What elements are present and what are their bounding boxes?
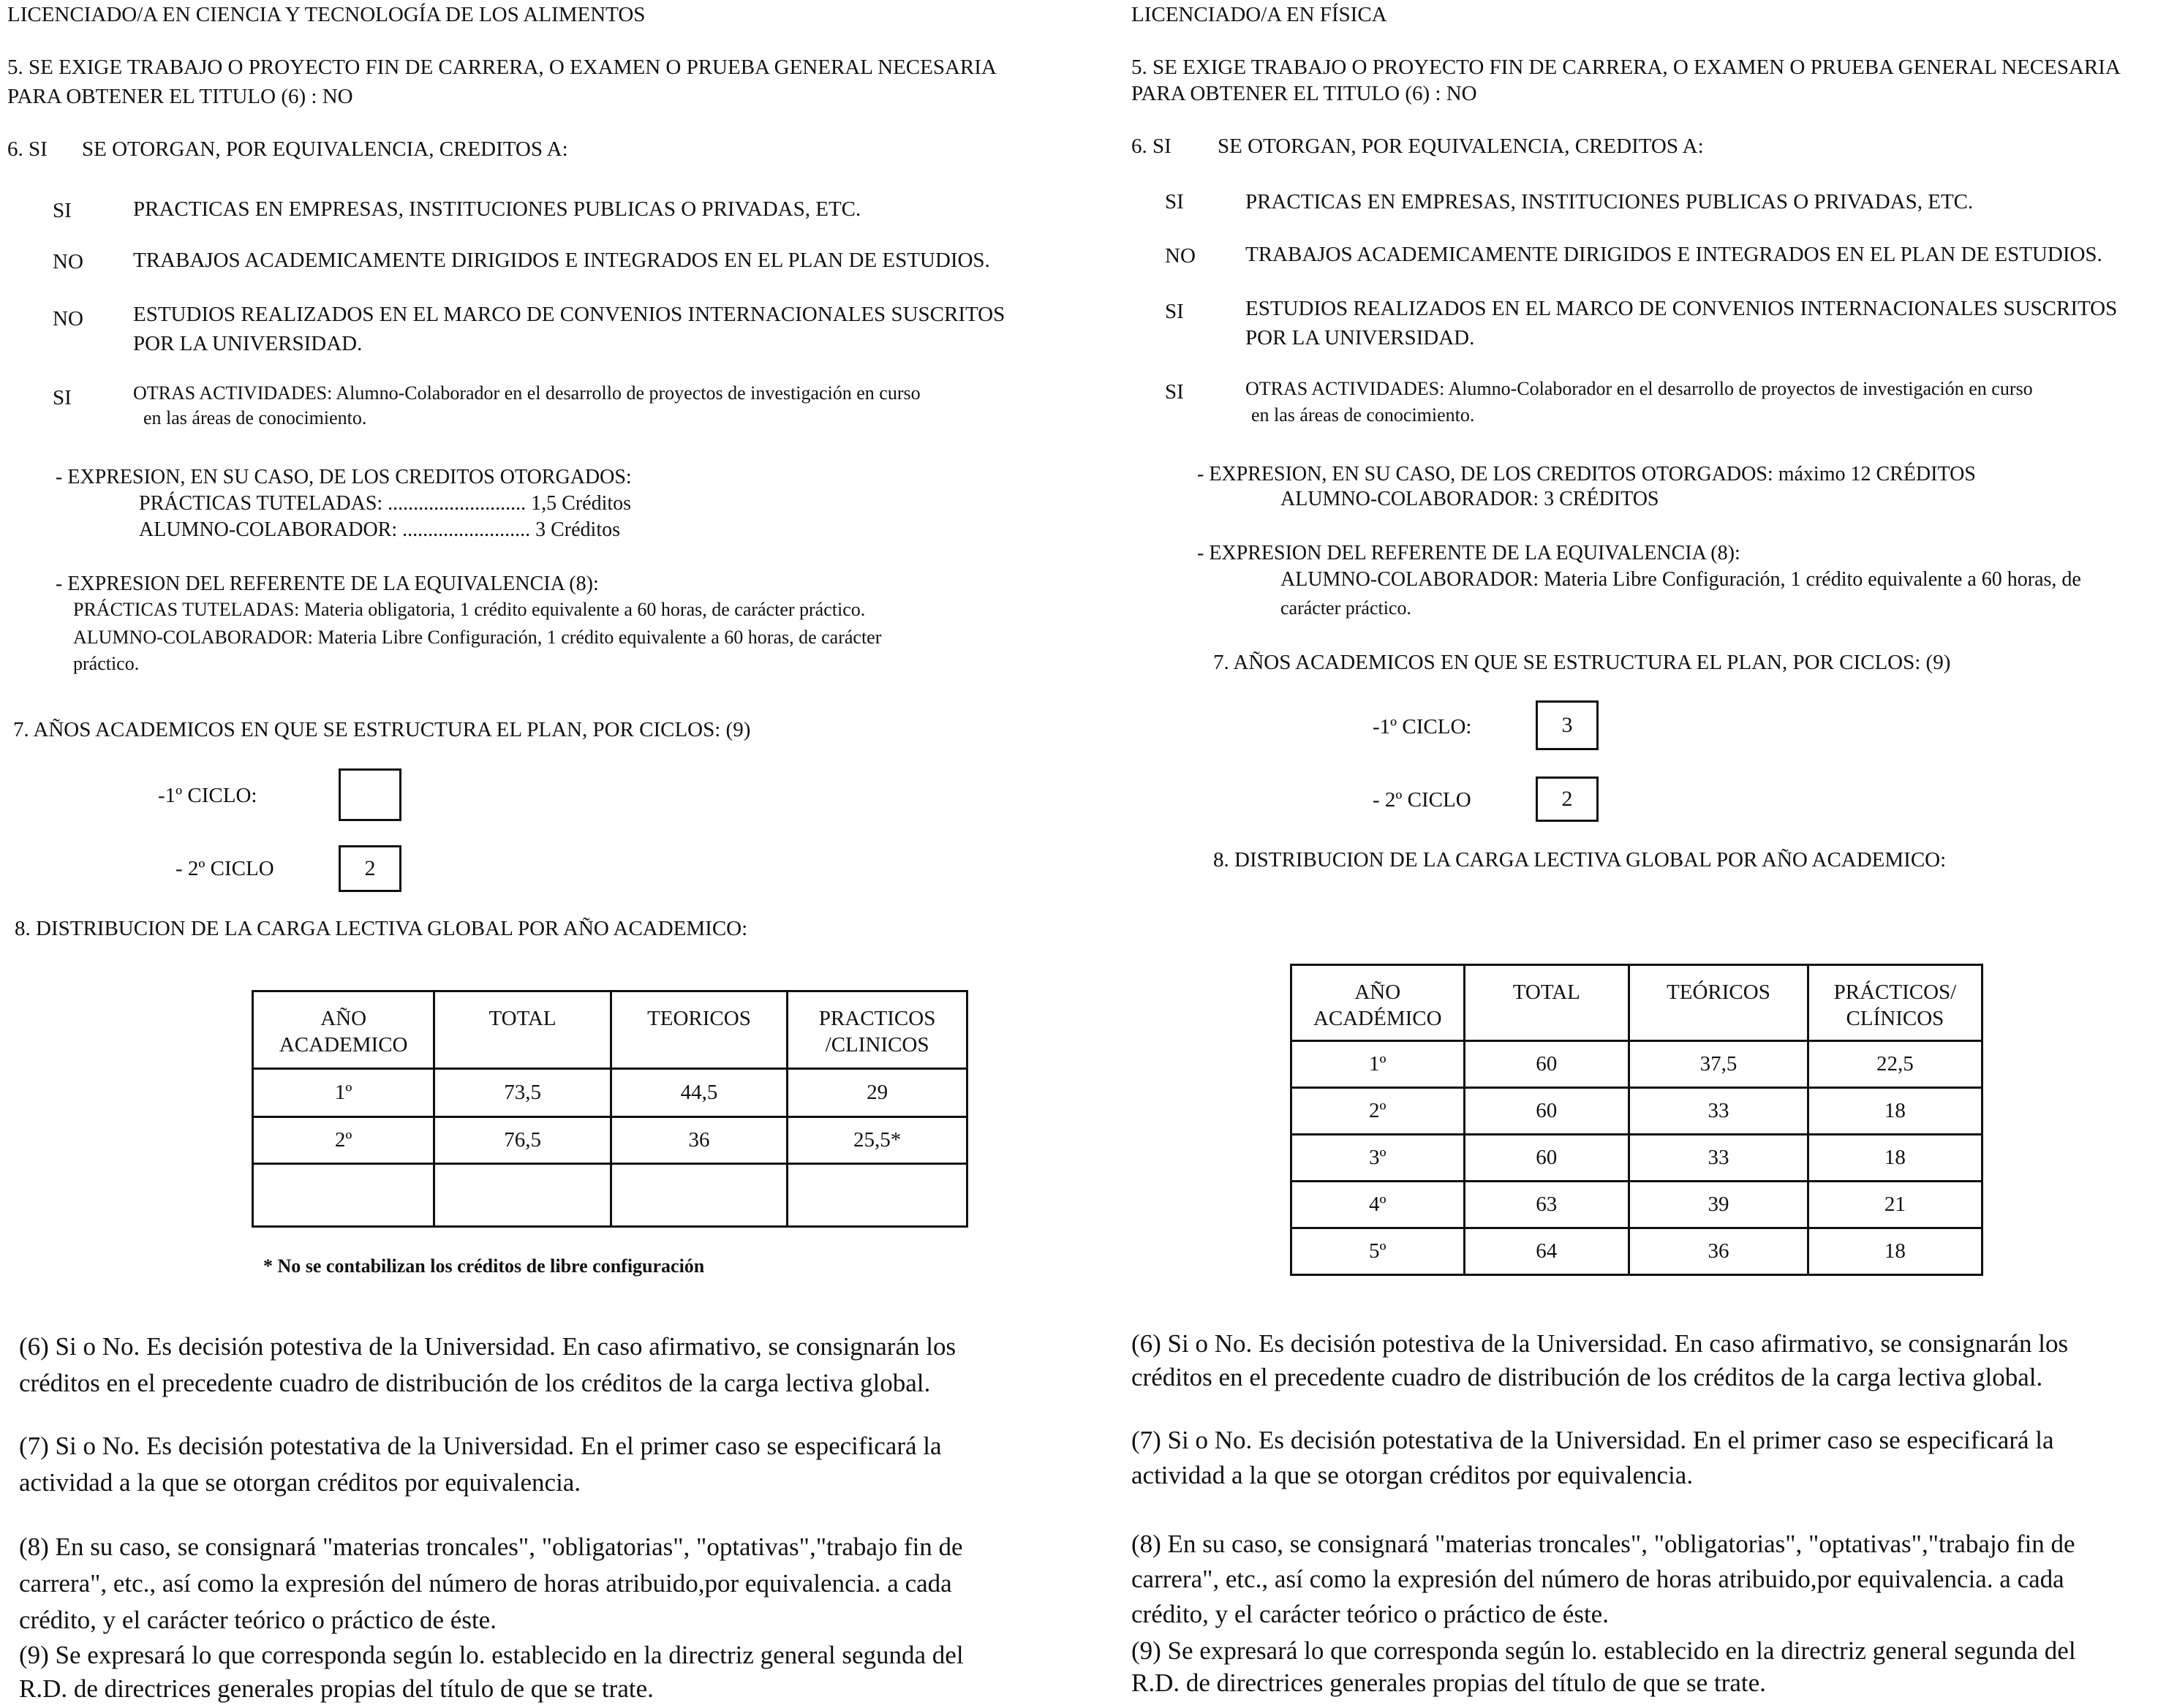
table-row bbox=[253, 1117, 967, 1164]
item-text: ESTUDIOS REALIZADOS EN EL MARCO DE CONVENIOS INTERNACIONALES SUSCRITOS bbox=[133, 303, 1006, 326]
header-label: AÑO ACADÉMICO bbox=[1313, 980, 1442, 1030]
q5-line2: PARA OBTENER EL TITULO (6) : NO bbox=[7, 85, 353, 108]
item-text-cont: en las áreas de conocimiento. bbox=[1251, 404, 1475, 426]
degree-title: LICENCIADO/A EN FÍSICA bbox=[1131, 3, 1387, 26]
q5-line1: 5. SE EXIGE TRABAJO O PROYECTO FIN DE CARRERA, O EXAMEN O PRUEBA GENERAL NECESARIA bbox=[7, 56, 997, 79]
q6-prefix: 6. SI bbox=[1131, 135, 1171, 158]
q8-title: 8. DISTRIBUCION DE LA CARGA LECTIVA GLOBAL POR AÑO ACADEMICO: bbox=[1213, 848, 1947, 872]
item-code: SI bbox=[1165, 380, 1184, 404]
table-cell: 22,5 bbox=[1808, 1041, 1982, 1088]
header-label: PRACTICOS /CLINICOS bbox=[818, 1007, 936, 1057]
q6-text: SE OTORGAN, POR EQUIVALENCIA, CREDITOS A: bbox=[1218, 135, 1704, 158]
reference-line: práctico. bbox=[73, 653, 140, 674]
table-cell: 36 bbox=[611, 1117, 787, 1164]
header-label: TOTAL bbox=[1512, 980, 1580, 1004]
table-cell: 4º bbox=[1291, 1182, 1465, 1228]
note-7-cont: actividad a la que se otorgan créditos por equivalencia. bbox=[19, 1468, 581, 1497]
table-row bbox=[1291, 1088, 1982, 1135]
table-cell: 18 bbox=[1808, 1228, 1982, 1275]
table-cell: 60 bbox=[1464, 1135, 1629, 1182]
table-cell: 1º bbox=[253, 1069, 434, 1117]
q6-text: SE OTORGAN, POR EQUIVALENCIA, CREDITOS A: bbox=[82, 137, 568, 161]
note-9-cont: R.D. de directrices generales propias del título de que se trate. bbox=[19, 1674, 654, 1703]
q6-prefix: 6. SI bbox=[7, 137, 48, 161]
item-text-cont: POR LA UNIVERSIDAD. bbox=[1245, 326, 1475, 349]
credits-expression-title: - EXPRESION, EN SU CASO, DE LOS CREDITOS OTORGADOS: máximo 12 CRÉDITOS bbox=[1197, 463, 1976, 485]
header-label: TOTAL bbox=[488, 1007, 556, 1030]
table-cell: 2º bbox=[1291, 1088, 1465, 1135]
item-text: TRABAJOS ACADEMICAMENTE DIRIGIDOS E INTEGRADOS EN EL PLAN DE ESTUDIOS. bbox=[133, 249, 990, 272]
table-cell bbox=[253, 1164, 434, 1227]
item-text-cont: en las áreas de conocimiento. bbox=[143, 407, 367, 428]
right-page bbox=[1089, 0, 2177, 1704]
item-text-cont: POR LA UNIVERSIDAD. bbox=[133, 332, 363, 355]
item-text: PRACTICAS EN EMPRESAS, INSTITUCIONES PUBLICAS O PRIVADAS, ETC. bbox=[1245, 190, 1974, 214]
table-cell: 64 bbox=[1464, 1228, 1629, 1275]
cycle2-label: - 2º CICLO bbox=[176, 857, 274, 880]
table-cell: 29 bbox=[788, 1069, 967, 1117]
cycle1-label: -1º CICLO: bbox=[158, 784, 257, 807]
note-9: (9) Se expresará lo que corresponda según lo. establecido en la directriz general segunda del bbox=[1131, 1636, 2076, 1665]
credits-expression-title: - EXPRESION, EN SU CASO, DE LOS CREDITOS OTORGADOS: bbox=[56, 466, 632, 488]
header-label: TEORICOS bbox=[647, 1007, 751, 1030]
note-6-cont: créditos en el precedente cuadro de distribución de los créditos de la carga lectiva global. bbox=[19, 1369, 931, 1397]
item-text: PRACTICAS EN EMPRESAS, INSTITUCIONES PUBLICAS O PRIVADAS, ETC. bbox=[133, 197, 861, 221]
item-text: TRABAJOS ACADEMICAMENTE DIRIGIDOS E INTEGRADOS EN EL PLAN DE ESTUDIOS. bbox=[1245, 243, 2102, 266]
note-8-cont: crédito, y el carácter teórico o práctico de éste. bbox=[19, 1606, 497, 1634]
credit-load-table bbox=[1290, 964, 1983, 1276]
item-text: OTRAS ACTIVIDADES: Alumno-Colaborador en el desarrollo de proyectos de investigación en curso bbox=[1245, 378, 2033, 399]
table-cell: 33 bbox=[1629, 1135, 1808, 1182]
note-7: (7) Si o No. Es decisión potestativa de la Universidad. En el primer caso se especificará la bbox=[19, 1432, 942, 1460]
item-code: SI bbox=[53, 386, 72, 409]
table-cell: 18 bbox=[1808, 1135, 1982, 1182]
table-cell: 36 bbox=[1629, 1228, 1808, 1275]
reference-line: ALUMNO-COLABORADOR: Materia Libre Configuración, 1 crédito equivalente a 60 horas, de carácter bbox=[73, 627, 882, 648]
q5-line2: PARA OBTENER EL TITULO (6) : NO bbox=[1131, 82, 1477, 105]
header-label: AÑO ACADEMICO bbox=[279, 1007, 408, 1057]
reference-line: ALUMNO-COLABORADOR: Materia Libre Configuración, 1 crédito equivalente a 60 horas, de bbox=[1280, 568, 2081, 591]
item-code: NO bbox=[1165, 244, 1196, 268]
table-header bbox=[788, 991, 967, 1069]
q5-line1: 5. SE EXIGE TRABAJO O PROYECTO FIN DE CARRERA, O EXAMEN O PRUEBA GENERAL NECESARIA bbox=[1131, 56, 2121, 79]
note-7-cont: actividad a la que se otorgan créditos por equivalencia. bbox=[1131, 1461, 1694, 1489]
table-header bbox=[434, 991, 611, 1069]
table-cell: 3º bbox=[1291, 1135, 1465, 1182]
table-cell: 1º bbox=[1291, 1041, 1465, 1088]
table-cell: 76,5 bbox=[434, 1117, 611, 1164]
note-8-cont: crédito, y el carácter teórico o práctico de éste. bbox=[1131, 1600, 1609, 1628]
reference-title: - EXPRESION DEL REFERENTE DE LA EQUIVALENCIA (8): bbox=[56, 573, 599, 595]
table-header bbox=[1808, 965, 1982, 1041]
table-row bbox=[1291, 1041, 1982, 1088]
note-6: (6) Si o No. Es decisión potestiva de la Universidad. En caso afirmativo, se consignarán los bbox=[19, 1332, 957, 1361]
table-row bbox=[1291, 1135, 1982, 1182]
table-row bbox=[1291, 1228, 1982, 1275]
table-cell: 33 bbox=[1629, 1088, 1808, 1135]
table-cell: 73,5 bbox=[434, 1069, 611, 1117]
table-header bbox=[1629, 965, 1808, 1041]
table-header bbox=[611, 991, 787, 1069]
header-label: TEÓRICOS bbox=[1667, 980, 1770, 1004]
item-code: SI bbox=[1165, 190, 1184, 214]
table-cell: 5º bbox=[1291, 1228, 1465, 1275]
table-row bbox=[253, 1069, 967, 1117]
table-cell: 44,5 bbox=[611, 1069, 787, 1117]
cycle2-box: 2 bbox=[1536, 776, 1599, 822]
credit-load-table bbox=[252, 990, 968, 1228]
table-cell: 25,5* bbox=[788, 1117, 967, 1164]
header-label: PRÁCTICOS/ CLÍNICOS bbox=[1833, 980, 1957, 1030]
table-header bbox=[1464, 965, 1629, 1041]
table-cell bbox=[611, 1164, 787, 1227]
table-cell bbox=[788, 1164, 967, 1227]
item-text: ESTUDIOS REALIZADOS EN EL MARCO DE CONVENIOS INTERNACIONALES SUSCRITOS bbox=[1245, 297, 2118, 320]
item-code: SI bbox=[53, 199, 72, 222]
credits-expression-line: PRÁCTICAS TUTELADAS: ........................... 1,5 Créditos bbox=[139, 492, 632, 515]
table-cell: 39 bbox=[1629, 1182, 1808, 1228]
note-6-cont: créditos en el precedente cuadro de distribución de los créditos de la carga lectiva global. bbox=[1131, 1363, 2043, 1391]
credits-expression-line: ALUMNO-COLABORADOR: 3 CRÉDITOS bbox=[1280, 488, 1659, 510]
q7-title: 7. AÑOS ACADEMICOS EN QUE SE ESTRUCTURA EL PLAN, POR CICLOS: (9) bbox=[1213, 651, 1951, 674]
note-8: (8) En su caso, se consignará "materias troncales", "obligatorias", "optativas","trabajo fin de bbox=[1131, 1530, 2075, 1558]
note-6: (6) Si o No. Es decisión potestiva de la Universidad. En caso afirmativo, se consignarán los bbox=[1131, 1329, 2069, 1358]
note-8: (8) En su caso, se consignará "materias troncales", "obligatorias", "optativas","trabajo fin de bbox=[19, 1533, 963, 1561]
table-cell: 18 bbox=[1808, 1088, 1982, 1135]
cycle1-box: 3 bbox=[1536, 700, 1599, 750]
cycle1-label: -1º CICLO: bbox=[1373, 715, 1472, 738]
cycle2-box: 2 bbox=[339, 845, 401, 892]
item-code: NO bbox=[53, 307, 83, 330]
table-header bbox=[253, 991, 434, 1069]
item-code: NO bbox=[53, 250, 83, 273]
note-9-cont: R.D. de directrices generales propias del título de que se trate. bbox=[1131, 1669, 1766, 1697]
table-cell: 60 bbox=[1464, 1088, 1629, 1135]
degree-title: LICENCIADO/A EN CIENCIA Y TECNOLOGÍA DE LOS ALIMENTOS bbox=[7, 3, 646, 26]
reference-line: PRÁCTICAS TUTELADAS: Materia obligatoria, 1 crédito equivalente a 60 horas, de carácter práctico. bbox=[73, 599, 866, 620]
note-8-cont: carrera", etc., así como la expresión del número de horas atribuido,por equivalencia. a cada bbox=[1131, 1565, 2064, 1593]
q8-title: 8. DISTRIBUCION DE LA CARGA LECTIVA GLOBAL POR AÑO ACADEMICO: bbox=[15, 917, 748, 940]
item-code: SI bbox=[1165, 300, 1184, 323]
table-cell: 21 bbox=[1808, 1182, 1982, 1228]
table-cell: 37,5 bbox=[1629, 1041, 1808, 1088]
table-row bbox=[1291, 1182, 1982, 1228]
reference-title: - EXPRESION DEL REFERENTE DE LA EQUIVALENCIA (8): bbox=[1197, 542, 1740, 564]
credits-expression-line: ALUMNO-COLABORADOR: ......................... 3 Créditos bbox=[139, 518, 620, 541]
note-9: (9) Se expresará lo que corresponda según lo. establecido en la directriz general segunda del bbox=[19, 1641, 964, 1669]
table-row bbox=[253, 1164, 967, 1227]
cycle2-label: - 2º CICLO bbox=[1373, 788, 1471, 812]
table-footnote: * No se contabilizan los créditos de libre configuración bbox=[263, 1255, 705, 1277]
table-header bbox=[1291, 965, 1465, 1041]
left-page bbox=[0, 0, 1088, 1704]
reference-line: carácter práctico. bbox=[1280, 597, 1411, 619]
cycle1-box bbox=[339, 768, 401, 821]
table-cell bbox=[434, 1164, 611, 1227]
table-cell: 63 bbox=[1464, 1182, 1629, 1228]
table-cell: 60 bbox=[1464, 1041, 1629, 1088]
item-text: OTRAS ACTIVIDADES: Alumno-Colaborador en el desarrollo de proyectos de investigación en curso bbox=[133, 382, 921, 404]
note-7: (7) Si o No. Es decisión potestativa de la Universidad. En el primer caso se especificará la bbox=[1131, 1426, 2054, 1454]
note-8-cont: carrera", etc., así como la expresión del número de horas atribuido,por equivalencia. a cada bbox=[19, 1569, 952, 1598]
table-cell: 2º bbox=[253, 1117, 434, 1164]
q7-title: 7. AÑOS ACADEMICOS EN QUE SE ESTRUCTURA EL PLAN, POR CICLOS: (9) bbox=[13, 718, 751, 741]
